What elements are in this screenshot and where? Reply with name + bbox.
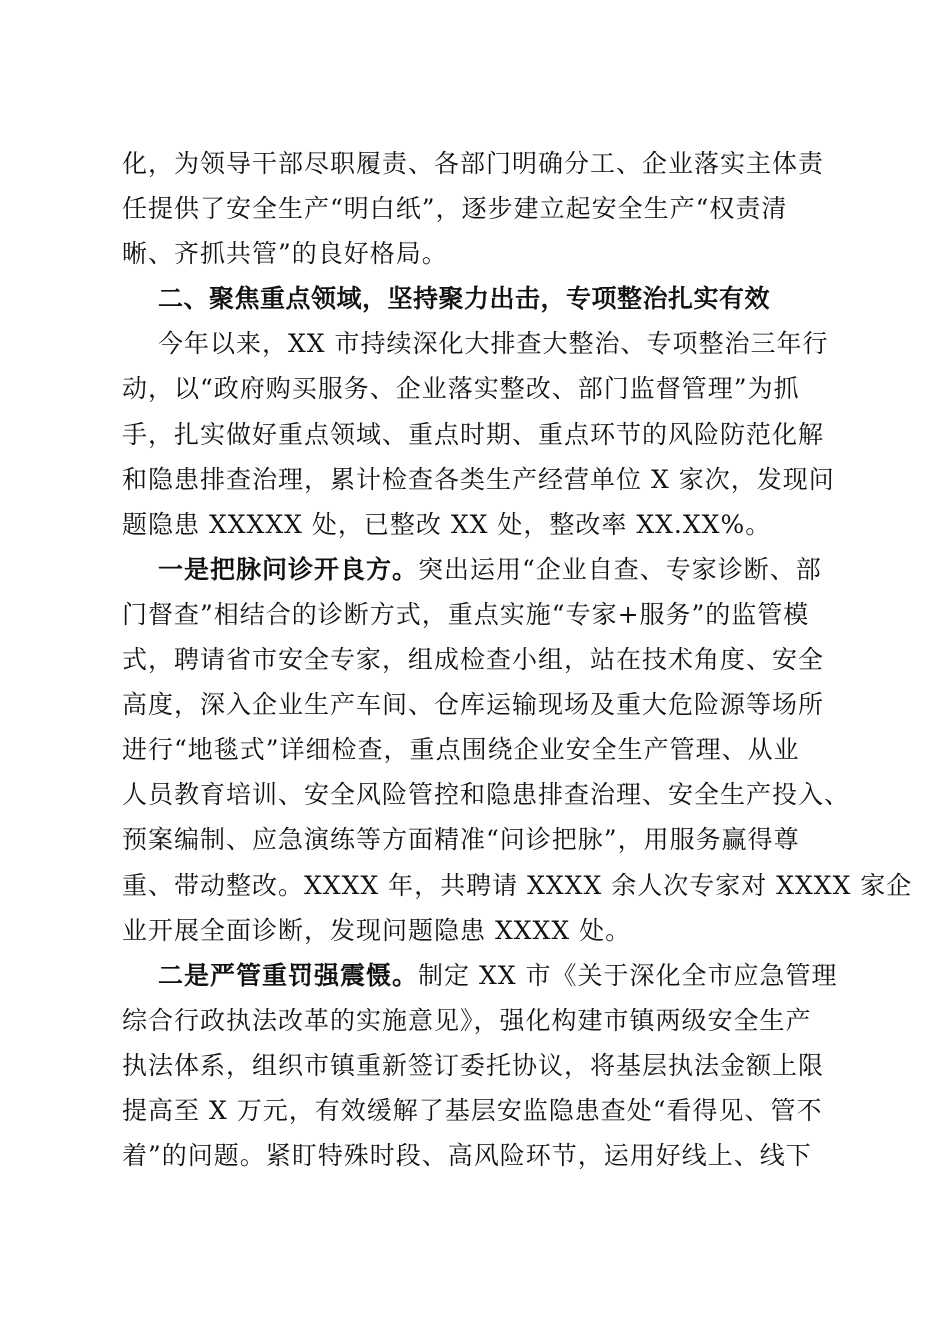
- text-line: 化，为领导干部尽职履责、各部门明确分工、企业落实主体责: [122, 149, 825, 178]
- text-line: 人员教育培训、安全风险管控和隐患排查治理、安全生产投入、: [122, 780, 851, 810]
- paragraph-3: [122, 547, 913, 953]
- paragraph-lead: 二是严管重罚强震慑。: [158, 960, 419, 990]
- text-line: 高度，深入企业生产车间、仓库运输现场及重大危险源等场所: [122, 690, 825, 720]
- text-line: 任提供了安全生产“明白纸”，逐步建立起安全生产“权责清: [122, 194, 788, 224]
- text-line: 执法体系，组织市镇重新签订委托协议，将基层执法金额上限: [122, 1050, 825, 1080]
- text-line: 动，以“政府购买服务、企业落实整改、部门监督管理”为抓: [122, 374, 800, 404]
- text-line: 提高至 X 万元，有效缓解了基层安监隐患查处“看得见、管不: [122, 1095, 823, 1125]
- text-line: 和隐患排查治理，累计检查各类生产经营单位 X 家次，发现问: [122, 464, 835, 494]
- text-line: 进行“地毯式”详细检查，重点围绕企业安全生产管理、从业: [122, 735, 800, 765]
- text-line: 综合行政执法改革的实施意见》，强化构建市镇两级安全生产: [122, 1005, 812, 1035]
- paragraph-4: [122, 953, 838, 1178]
- text-line: 重、带动整改。XXXX 年，共聘请 XXXX 余人次专家对 XXXX 家企: [122, 870, 913, 900]
- text-line: 手，扎实做好重点领域、重点时期、重点环节的风险防范化解: [122, 419, 825, 449]
- text-line: [122, 953, 838, 998]
- section-heading: 二、聚焦重点领域，坚持聚力出击，专项整治扎实有效: [158, 284, 771, 314]
- text-line: 题隐患 XXXXX 处，已整改 XX 处，整改率 XX.XX%。: [122, 509, 772, 539]
- text-line: 业开展全面诊断，发现问题隐患 XXXX 处。: [122, 915, 632, 945]
- text-line: 着”的问题。紧盯特殊时段、高风险环节，运用好线上、线下: [122, 1141, 812, 1171]
- paragraph-1: [122, 141, 832, 276]
- paragraph-lead: 一是把脉问诊开良方。: [158, 554, 419, 584]
- text-line: [122, 547, 832, 592]
- text-line: 式，聘请省市安全专家，组成检查小组，站在技术角度、安全: [122, 645, 825, 675]
- paragraph-2: [122, 321, 835, 546]
- text-run: 突出运用“企业自查、专家诊断、部: [418, 554, 822, 584]
- text-line: 门督查”相结合的诊断方式，重点实施“专家+服务”的监管模: [122, 599, 810, 629]
- text-line: 今年以来，XX 市持续深化大排查大整治、专项整治三年行: [158, 329, 829, 359]
- text-line: 晰、齐抓共管”的良好格局。: [122, 239, 448, 269]
- document-page: [122, 141, 913, 1178]
- text-run: 制定 XX 市《关于深化全市应急管理: [418, 960, 838, 990]
- text-line: 预案编制、应急演练等方面精准“问诊把脉”，用服务赢得尊: [122, 825, 800, 855]
